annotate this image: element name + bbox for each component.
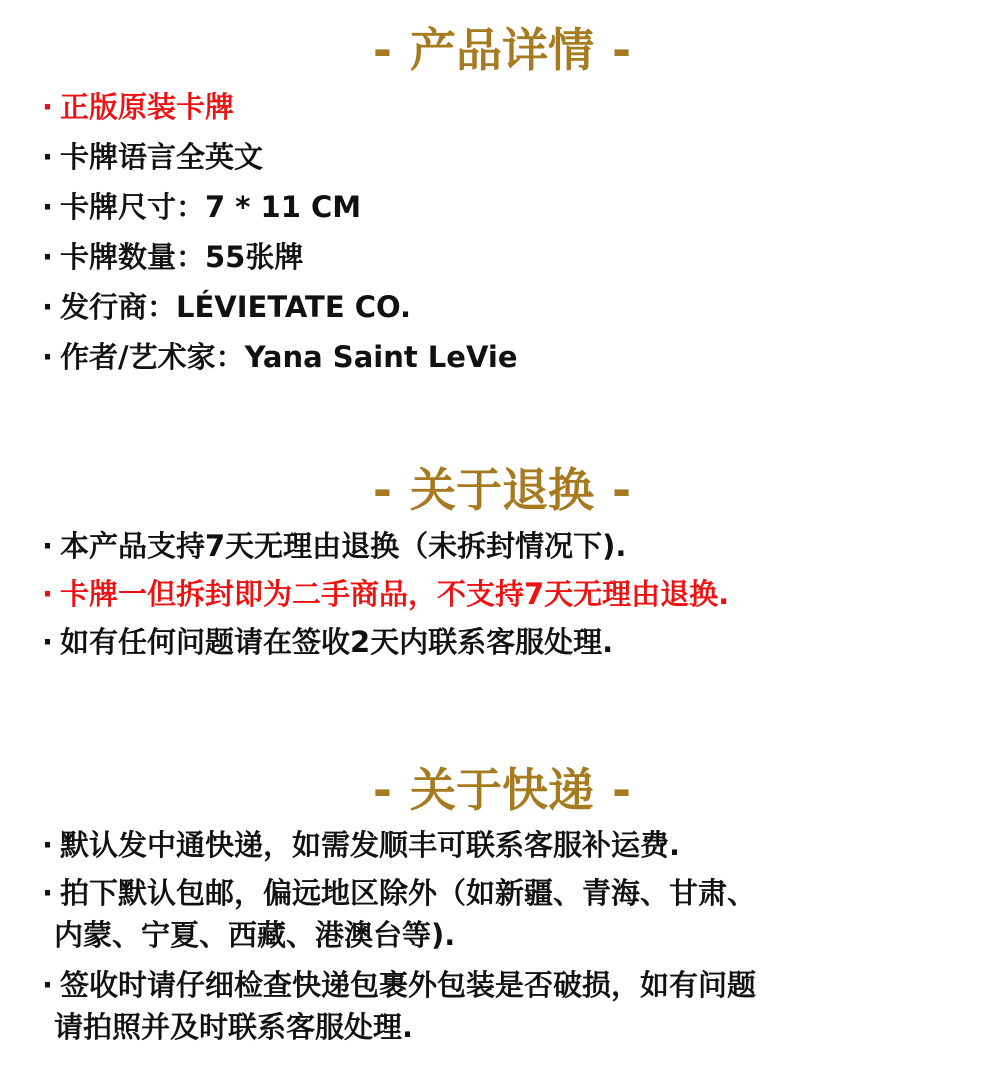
list-item: · 卡牌数量：55张牌	[42, 240, 304, 274]
list-item: · 卡牌语言全英文	[42, 140, 264, 174]
list-item: · 本产品支持7天无理由退换（未拆封情况下).	[42, 529, 627, 563]
shipping-list	[40, 822, 756, 1048]
list-item: · 签收时请仔细检查快递包裹外包装是否破损，如有问题 请拍照并及时联系客服处理.	[42, 968, 757, 1044]
list-item: · 卡牌尺寸：7 * 11 CM	[42, 190, 362, 224]
section-title-product-details: - 产品详情 -	[372, 23, 632, 77]
list-item: · 发行商：LÉVIETATE CO.	[42, 290, 412, 324]
section-title-shipping: - 关于快递 -	[372, 763, 632, 817]
section-title-text: 关于退换	[410, 463, 594, 517]
section-title-text: 产品详情	[410, 23, 594, 77]
list-item: · 作者/艺术家：Yana Saint LeVie	[42, 340, 518, 374]
section-title-returns: - 关于退换 -	[372, 463, 632, 517]
list-item: · 默认发中通快递，如需发顺丰可联系客服补运费.	[42, 828, 681, 862]
section-title-text: 关于快递	[410, 763, 594, 817]
returns-list	[40, 522, 729, 666]
list-item: · 如有任何问题请在签收2天内联系客服处理.	[42, 625, 614, 659]
list-item: · 拍下默认包邮，偏远地区除外（如新疆、青海、甘肃、 内蒙、宁夏、西藏、港澳台等).	[42, 876, 757, 952]
product-details-list	[40, 82, 518, 382]
list-item: · 卡牌一但拆封即为二手商品，不支持7天无理由退换.	[42, 577, 730, 611]
list-item: · 正版原装卡牌	[42, 90, 235, 124]
